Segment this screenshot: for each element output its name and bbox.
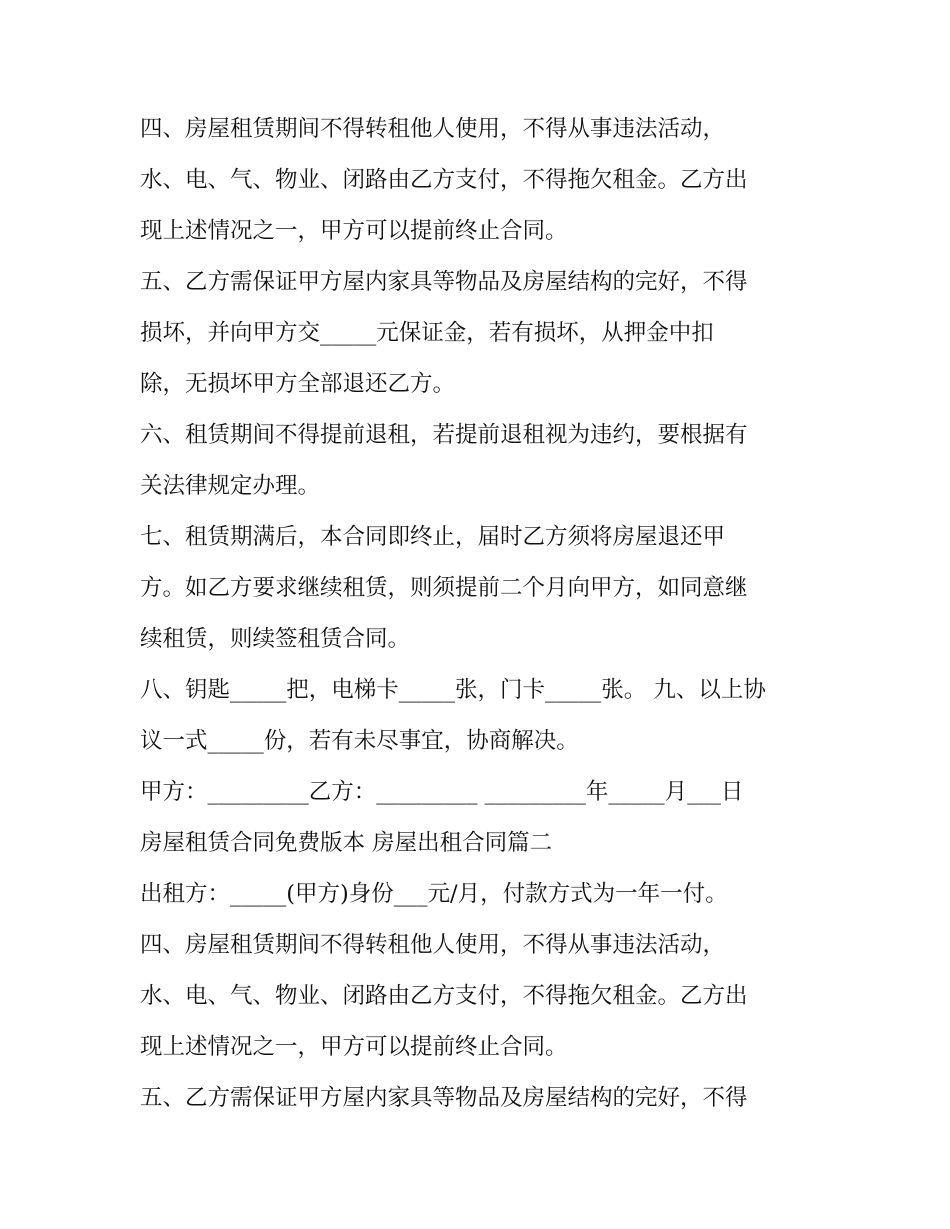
text-line: 损坏，并向甲方交_____元保证金，若有损坏，从押金中扣 [140,320,714,346]
text-line: 续租赁，则续签租赁合同。 [140,626,411,652]
text-line: 出租方：_____(甲方)身份___元/月，付款方式为一年一付。 [140,881,728,907]
text-line: 方。如乙方要求继续租赁，则须提前二个月向甲方，如同意继 [140,575,748,601]
document-body [140,104,830,1124]
text-line: 现上述情况之一，甲方可以提前终止合同。 [140,218,568,244]
text-line: 除，无损坏甲方全部退还乙方。 [140,371,456,397]
text-line: 四、房屋租赁期间不得转租他人使用，不得从事违法活动， [140,932,726,958]
text-line: 八、钥匙_____把，电梯卡_____张，门卡_____张。 九、以上协 [140,677,766,703]
text-line: 水、电、气、物业、闭路由乙方支付，不得拖欠租金。乙方出 [140,167,748,193]
text-line: 五、乙方需保证甲方屋内家具等物品及房屋结构的完好，不得 [140,1085,748,1111]
text-line: 六、租赁期间不得提前退租，若提前退租视为违约，要根据有 [140,422,748,448]
section-heading: 房屋租赁合同免费版本 房屋出租合同篇二 [140,830,553,856]
text-line: 水、电、气、物业、闭路由乙方支付，不得拖欠租金。乙方出 [140,983,748,1009]
text-line: 议一式_____份，若有未尽事宜，协商解决。 [140,728,579,754]
text-line: 四、房屋租赁期间不得转租他人使用，不得从事违法活动， [140,116,726,142]
text-line: 现上述情况之一，甲方可以提前终止合同。 [140,1034,568,1060]
text-line: 五、乙方需保证甲方屋内家具等物品及房屋结构的完好，不得 [140,269,748,295]
signature-line: 甲方：_________乙方：_________ _________年_____月___日 [140,779,744,805]
text-line: 关法律规定办理。 [140,473,321,499]
text-line: 七、租赁期满后，本合同即终止，届时乙方须将房屋退还甲 [140,524,726,550]
